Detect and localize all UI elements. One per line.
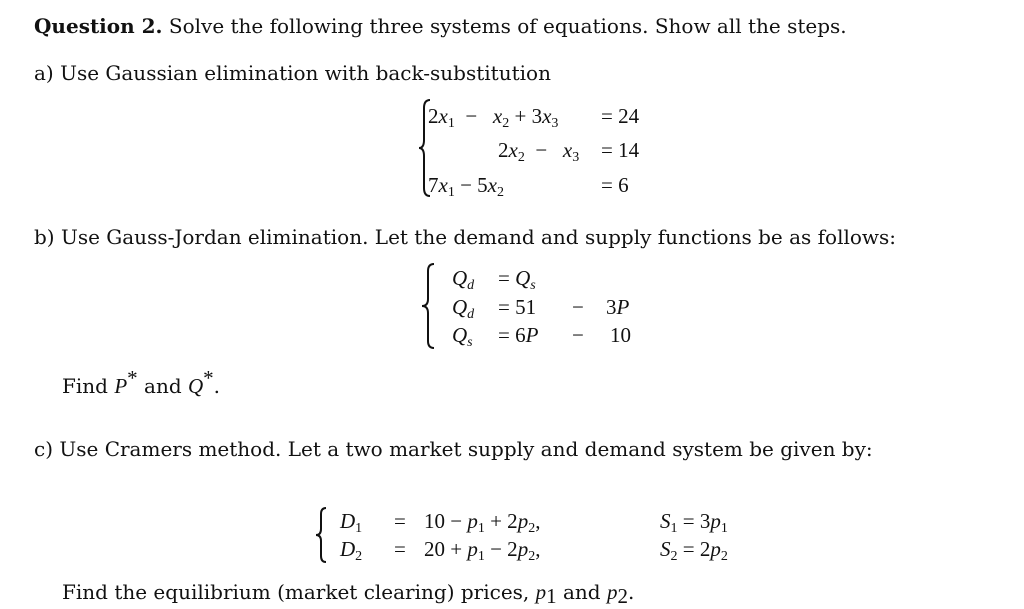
part-c-text: Use Cramers method. Let a two market supply and demand system be given by: — [59, 437, 873, 461]
part-a-eq2-lhs: $2x_2 - x_3$ — [498, 138, 580, 165]
part-c-d1-const: 10 − — [424, 509, 463, 533]
part-b-eq3-minus: − — [572, 323, 584, 347]
part-c-p2: p — [606, 580, 618, 604]
part-a-eq1-rhs: = 24 — [601, 104, 640, 128]
part-c-d1-eq: = — [394, 509, 406, 533]
part-c-d2-lhs: $D_2$ — [340, 537, 363, 564]
part-b-brace — [420, 262, 436, 350]
part-b-eq1-lhs: Qd — [452, 266, 475, 293]
part-b-find-and: and — [144, 374, 182, 398]
part-b-eq3-mid: = 6P — [498, 323, 539, 347]
part-c-supply-system — [660, 506, 780, 566]
question-title — [34, 14, 847, 38]
part-c-find: Find the equilibrium (market clearing) prices, $p_1$ and $p_2$. — [62, 580, 635, 608]
part-a-label: a) — [34, 61, 54, 85]
part-b-eq2-lhs: Qd — [452, 295, 475, 322]
part-c-d2-eq: = — [394, 537, 406, 561]
part-c-d1-lhs: $D_1$ — [340, 509, 363, 536]
part-a-eq1-lhs: $2x_1 - x_2 + 3x_3$ — [428, 104, 559, 131]
part-b-eq3-mid-num: = 6 — [498, 323, 526, 347]
part-c-heading — [34, 437, 873, 461]
part-b-find: Find P* and Q*. — [62, 366, 221, 398]
part-c-demand-system — [314, 506, 614, 566]
part-b-eq2-minus: − — [572, 295, 584, 319]
part-c-s1: $S_1 = 3p_1$ — [660, 509, 728, 536]
part-b-text: Use Gauss-Jordan elimination. Let the demand and supply functions be as follows: — [60, 225, 897, 249]
part-a-eq2-rhs: = 14 — [601, 138, 640, 162]
part-b-eq1-rhs: = Qs — [498, 266, 536, 293]
part-a-eq3-rhs: = 6 — [601, 173, 629, 197]
part-c-label: c) — [34, 437, 54, 461]
part-b-find-prefix: Find — [62, 374, 108, 398]
part-b-eq3-const: 10 — [610, 323, 631, 347]
part-c-s2: $S_2 = 2p_2$ — [660, 537, 728, 564]
part-c-d2-rhs: $20 + p_1 - 2p_2$, — [424, 537, 541, 564]
part-b-eq2-coef: 3P — [606, 295, 630, 319]
part-c-d2-const: 20 + — [424, 537, 463, 561]
part-a-eq3-lhs: $7x_1 - 5x_2$ — [428, 173, 504, 200]
part-b-eq2-coef-num: 3 — [606, 295, 617, 319]
question-text: Solve the following three systems of equations. Show all the steps. — [168, 14, 847, 38]
part-b-label: b) — [34, 225, 55, 249]
part-c-find-and: and — [563, 580, 601, 604]
part-a-text: Use Gaussian elimination with back-substitution — [60, 61, 551, 85]
part-c-find-text: Find the equilibrium (market clearing) prices, — [62, 580, 530, 604]
part-b-heading — [34, 225, 896, 249]
part-a-heading — [34, 61, 551, 85]
part-a-system — [418, 98, 658, 198]
part-b-q-star: Q — [187, 374, 204, 398]
part-c-brace — [314, 506, 328, 564]
part-b-p-star: P — [114, 374, 128, 398]
part-b-eq3-lhs: Qs — [452, 323, 473, 350]
part-b-system — [420, 262, 650, 350]
part-c-d1-rhs: $10 - p_1 + 2p_2$, — [424, 509, 541, 536]
question-label: Question 2. — [34, 14, 163, 38]
part-c-p1: p — [535, 580, 547, 604]
part-b-eq2-mid: = 51 — [498, 295, 537, 319]
